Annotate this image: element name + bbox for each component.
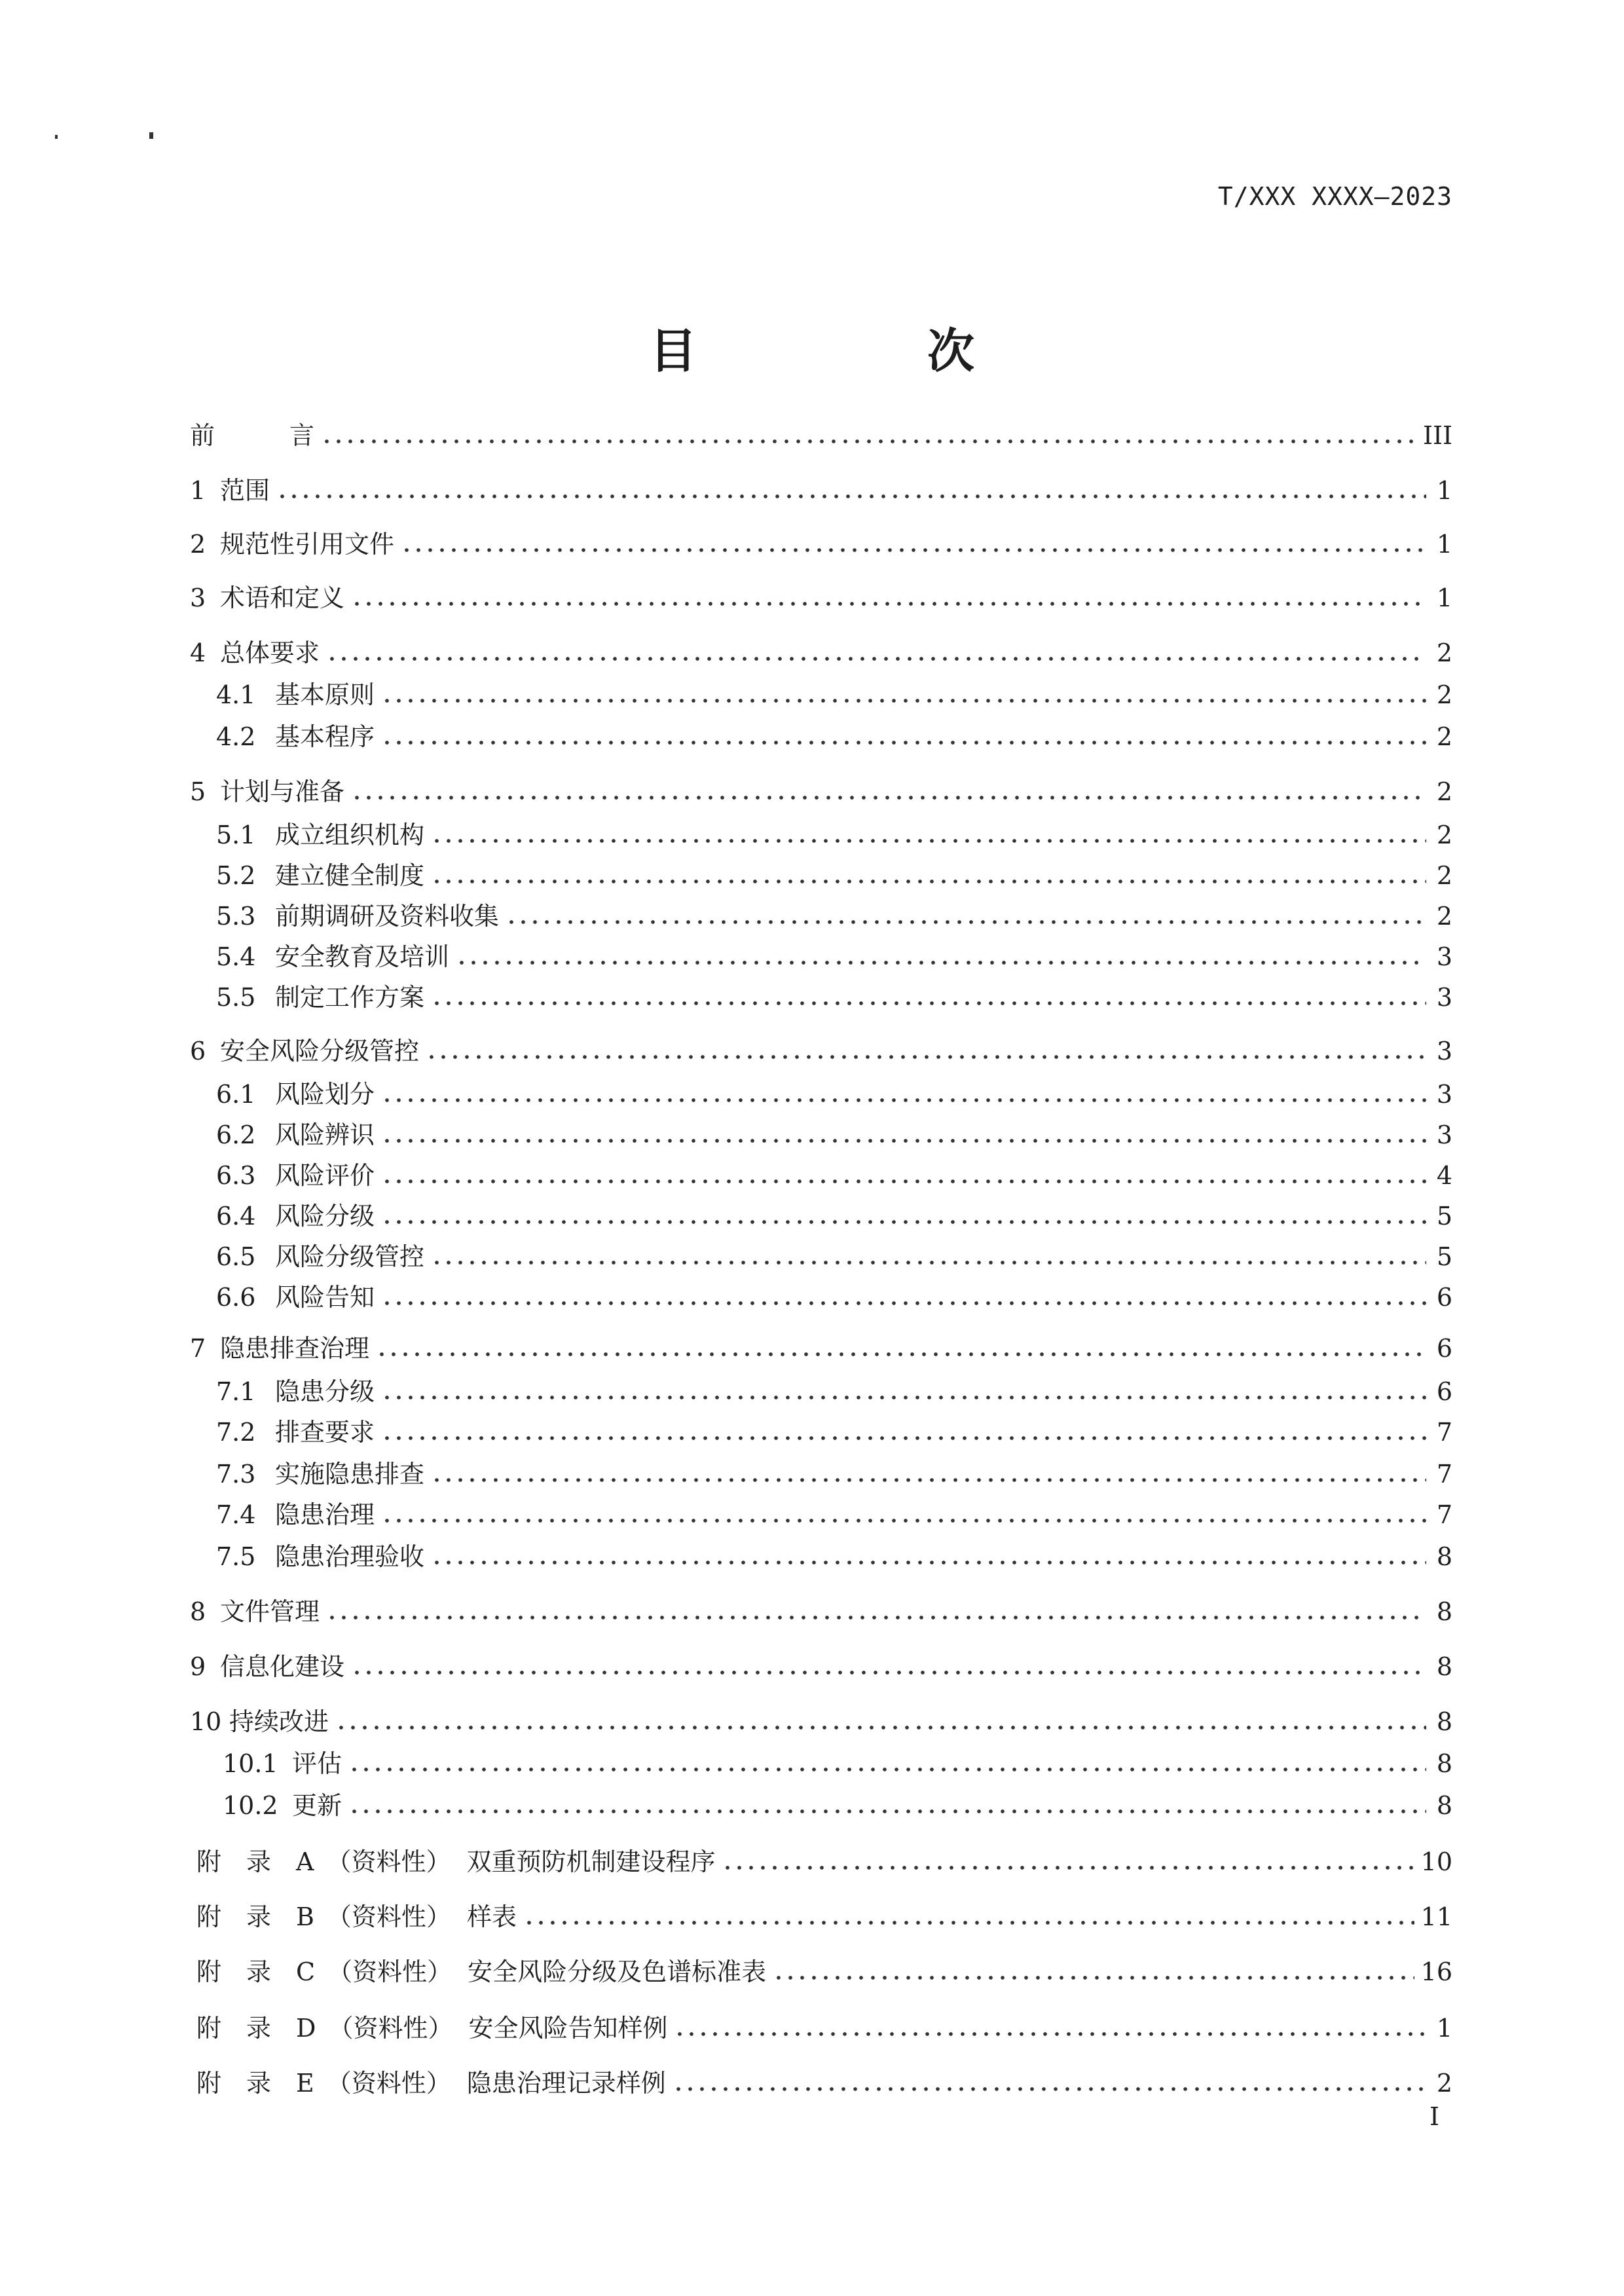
toc-page: 10 bbox=[1420, 1847, 1452, 1876]
dot-leader bbox=[722, 1864, 1414, 1872]
toc-page: 11 bbox=[1420, 1902, 1452, 1931]
dot-leader bbox=[321, 437, 1416, 445]
toc-page: 16 bbox=[1420, 1957, 1452, 1986]
dot-leader bbox=[431, 1476, 1426, 1484]
toc-label: 安全风险告知样例 bbox=[468, 2014, 668, 2043]
toc-entry-5-2[interactable] bbox=[216, 859, 1452, 892]
toc-label: 隐患治理验收 bbox=[275, 1542, 425, 1571]
dot-leader bbox=[456, 959, 1426, 967]
dot-leader bbox=[431, 1559, 1426, 1566]
toc-label: 持续改进 bbox=[229, 1707, 329, 1736]
dot-leader bbox=[506, 918, 1426, 926]
toc-entry-6-2[interactable] bbox=[216, 1119, 1452, 1151]
toc-entry-6-3[interactable] bbox=[216, 1159, 1452, 1192]
dot-leader bbox=[381, 1394, 1426, 1401]
toc-label: 风险划分 bbox=[275, 1080, 375, 1109]
toc-label: 文件管理 bbox=[220, 1597, 320, 1626]
toc-entry-7-4[interactable] bbox=[216, 1498, 1452, 1531]
toc-number: 7 bbox=[190, 1334, 206, 1363]
toc-entry-10[interactable] bbox=[190, 1705, 1452, 1738]
toc-page: 8 bbox=[1436, 1597, 1452, 1626]
toc-label: 总体要求 bbox=[220, 639, 320, 667]
toc-number: 7.1 bbox=[216, 1377, 256, 1406]
toc-page: 1 bbox=[1436, 583, 1452, 612]
appendix-label: 附 录 E （资料性） bbox=[196, 2069, 451, 2098]
dot-leader bbox=[348, 1807, 1426, 1815]
toc-page: 3 bbox=[1436, 942, 1452, 971]
toc-label: 风险分级 bbox=[275, 1202, 375, 1231]
toc-entry-9[interactable] bbox=[190, 1650, 1452, 1683]
toc-page: 8 bbox=[1436, 1542, 1452, 1571]
toc-page: 5 bbox=[1436, 1202, 1452, 1231]
dot-leader bbox=[351, 1669, 1426, 1676]
dot-leader bbox=[381, 1218, 1426, 1226]
toc-entry-7-2[interactable] bbox=[216, 1416, 1452, 1449]
toc-number: 6 bbox=[190, 1037, 206, 1065]
dot-leader bbox=[381, 1096, 1426, 1104]
page-number: I bbox=[1429, 2102, 1439, 2131]
toc-number: 9 bbox=[190, 1652, 206, 1681]
appendix-label: 附 录 C （资料性） bbox=[196, 1957, 452, 1986]
toc-entry-7-1[interactable] bbox=[216, 1375, 1452, 1408]
toc-label: 规范性引用文件 bbox=[220, 530, 395, 559]
toc-label: 安全风险分级及色谱标准表 bbox=[468, 1957, 767, 1986]
toc-page: 2 bbox=[1436, 777, 1452, 806]
toc-page: 8 bbox=[1436, 1652, 1452, 1681]
toc-label: 建立健全制度 bbox=[275, 861, 425, 890]
dot-leader bbox=[351, 794, 1426, 802]
toc-page: 4 bbox=[1436, 1161, 1452, 1190]
toc-label: 成立组织机构 bbox=[275, 821, 425, 849]
toc-entry-2[interactable] bbox=[190, 528, 1452, 561]
toc-label: 计划与准备 bbox=[220, 777, 345, 806]
toc-number: 7.4 bbox=[216, 1500, 256, 1529]
toc-entry-5-3[interactable] bbox=[216, 900, 1452, 933]
toc-label: 风险分级管控 bbox=[275, 1242, 425, 1271]
toc-label: 信息化建设 bbox=[220, 1652, 345, 1681]
dot-leader bbox=[376, 1350, 1426, 1358]
toc-number: 5.4 bbox=[216, 942, 256, 971]
dot-leader bbox=[335, 1724, 1426, 1731]
toc-label: 风险告知 bbox=[275, 1283, 375, 1312]
toc-page: 2 bbox=[1436, 902, 1452, 931]
dot-leader bbox=[326, 655, 1426, 663]
toc-page: 2 bbox=[1436, 861, 1452, 890]
dot-leader bbox=[674, 2030, 1426, 2038]
toc-page: 8 bbox=[1436, 1749, 1452, 1778]
toc-page: 2 bbox=[1436, 639, 1452, 667]
toc-page: 1 bbox=[1436, 476, 1452, 505]
toc-number: 8 bbox=[190, 1597, 206, 1626]
toc-number: 10.1 bbox=[223, 1749, 278, 1778]
toc-entry-foreword[interactable] bbox=[190, 419, 1452, 452]
toc-number: 6.5 bbox=[216, 1242, 256, 1271]
toc-number: 10.2 bbox=[223, 1791, 278, 1820]
toc-entry-appendix-c[interactable] bbox=[196, 1955, 1452, 1988]
toc-label: 基本原则 bbox=[275, 680, 375, 709]
appendix-label: 附 录 A （资料性） bbox=[196, 1847, 451, 1876]
toc-entry-1[interactable] bbox=[190, 474, 1452, 507]
toc-page: 7 bbox=[1436, 1500, 1452, 1529]
dot-leader bbox=[381, 1177, 1426, 1185]
toc-label: 双重预防机制建设程序 bbox=[466, 1847, 716, 1876]
toc-label: 制定工作方案 bbox=[275, 983, 425, 1012]
toc-entry-appendix-e[interactable] bbox=[196, 2067, 1452, 2100]
dot-leader bbox=[426, 1053, 1426, 1061]
dot-leader bbox=[773, 1974, 1414, 1982]
toc-number: 5 bbox=[190, 777, 206, 806]
toc-label: 实施隐患排查 bbox=[275, 1460, 425, 1489]
page-title: 目 次 bbox=[649, 324, 1066, 379]
dot-leader bbox=[673, 2085, 1426, 2093]
toc-label: 前期调研及资料收集 bbox=[275, 902, 500, 931]
dot-leader bbox=[351, 600, 1426, 608]
toc-entry-5-1[interactable] bbox=[216, 819, 1452, 851]
toc-number: 2 bbox=[190, 530, 206, 559]
toc-number: 4 bbox=[190, 639, 206, 667]
toc-page: 7 bbox=[1436, 1418, 1452, 1447]
toc-number: 6.1 bbox=[216, 1080, 256, 1109]
toc-number: 4.1 bbox=[216, 680, 256, 709]
toc-entry-7[interactable] bbox=[190, 1332, 1452, 1365]
toc-page: 1 bbox=[1436, 530, 1452, 559]
dot-leader bbox=[381, 1517, 1426, 1525]
appendix-label: 附 录 B （资料性） bbox=[196, 1902, 451, 1931]
toc-label: 术语和定义 bbox=[220, 583, 345, 612]
toc-number: 6.2 bbox=[216, 1120, 256, 1149]
toc-number: 5.2 bbox=[216, 861, 256, 890]
toc-page: 2 bbox=[1436, 722, 1452, 751]
toc-entry-8[interactable] bbox=[190, 1595, 1452, 1628]
toc-page: 2 bbox=[1436, 2069, 1452, 2098]
toc-entry-6-4[interactable] bbox=[216, 1200, 1452, 1232]
toc-entry-6[interactable] bbox=[190, 1035, 1452, 1067]
dot-leader bbox=[431, 878, 1426, 885]
toc-page: 3 bbox=[1436, 1037, 1452, 1065]
dot-leader bbox=[326, 1614, 1426, 1621]
toc-entry-10-2[interactable] bbox=[223, 1789, 1452, 1822]
toc-page: 1 bbox=[1436, 2014, 1452, 2043]
toc-label: 基本程序 bbox=[275, 722, 375, 751]
dot-leader bbox=[431, 1259, 1426, 1267]
toc-label: 安全风险分级管控 bbox=[220, 1037, 420, 1065]
toc-page: 3 bbox=[1436, 983, 1452, 1012]
toc-page: 6 bbox=[1436, 1283, 1452, 1312]
appendix-label: 附 录 D （资料性） bbox=[196, 2014, 453, 2043]
toc-label: 范围 bbox=[220, 476, 270, 505]
toc-label: 评估 bbox=[292, 1749, 342, 1778]
toc-number: 10 bbox=[190, 1707, 222, 1736]
toc-label: 隐患排查治理 bbox=[220, 1334, 370, 1363]
toc-entry-appendix-a[interactable] bbox=[196, 1845, 1452, 1878]
toc-number: 6.6 bbox=[216, 1283, 256, 1312]
toc-entry-6-5[interactable] bbox=[216, 1240, 1452, 1273]
toc-label: 更新 bbox=[292, 1791, 342, 1820]
toc-entry-6-1[interactable] bbox=[216, 1078, 1452, 1111]
toc-entry-3[interactable] bbox=[190, 582, 1452, 614]
toc-page: 6 bbox=[1436, 1334, 1452, 1363]
toc-number: 1 bbox=[190, 476, 206, 505]
toc-page: 2 bbox=[1436, 680, 1452, 709]
toc-entry-4-2[interactable] bbox=[216, 720, 1452, 753]
toc-page: III bbox=[1422, 421, 1452, 450]
toc-entry-5-5[interactable] bbox=[216, 981, 1452, 1014]
toc-entry-7-3[interactable] bbox=[216, 1458, 1452, 1491]
toc-number: 6.4 bbox=[216, 1202, 256, 1231]
toc-entry-5[interactable] bbox=[190, 775, 1452, 808]
toc-label: 安全教育及培训 bbox=[275, 942, 450, 971]
dot-leader bbox=[348, 1766, 1426, 1773]
dot-leader bbox=[381, 739, 1426, 747]
toc-number: 7.3 bbox=[216, 1460, 256, 1489]
toc-page: 2 bbox=[1436, 821, 1452, 849]
toc-entry-5-4[interactable] bbox=[216, 940, 1452, 973]
toc-entry-appendix-d[interactable] bbox=[196, 2012, 1452, 2045]
toc-number: 7.5 bbox=[216, 1542, 256, 1571]
standard-code: T/XXX XXXX—2023 bbox=[1217, 182, 1452, 211]
toc-number: 5.1 bbox=[216, 821, 256, 849]
dot-leader bbox=[276, 492, 1426, 500]
toc-entry-4[interactable] bbox=[190, 637, 1452, 669]
dot-leader bbox=[381, 697, 1426, 705]
toc-number: 6.3 bbox=[216, 1161, 256, 1190]
dot-leader bbox=[431, 837, 1426, 845]
toc-number: 5.5 bbox=[216, 983, 256, 1012]
toc-number: 5.3 bbox=[216, 902, 256, 931]
dot-leader bbox=[523, 1919, 1414, 1927]
toc-page: 8 bbox=[1436, 1791, 1452, 1820]
dot-leader bbox=[381, 1299, 1426, 1307]
toc-page: 6 bbox=[1436, 1377, 1452, 1406]
dot-leader bbox=[381, 1434, 1426, 1442]
toc-number: 4.2 bbox=[216, 722, 256, 751]
dot-leader bbox=[381, 1137, 1426, 1145]
toc-label: 隐患分级 bbox=[275, 1377, 375, 1406]
toc-entry-4-1[interactable] bbox=[216, 678, 1452, 711]
toc-label: 隐患治理 bbox=[275, 1500, 375, 1529]
toc-entry-appendix-b[interactable] bbox=[196, 1900, 1452, 1933]
toc-label: 风险辨识 bbox=[275, 1120, 375, 1149]
toc-page: 7 bbox=[1436, 1460, 1452, 1489]
toc-label: 排查要求 bbox=[275, 1418, 375, 1447]
toc-page: 5 bbox=[1436, 1242, 1452, 1271]
toc-label: 风险评价 bbox=[275, 1161, 375, 1190]
toc-label: 样表 bbox=[466, 1902, 517, 1931]
toc-page: 3 bbox=[1436, 1120, 1452, 1149]
toc-entry-6-6[interactable] bbox=[216, 1281, 1452, 1314]
toc-page: 3 bbox=[1436, 1080, 1452, 1109]
toc-page: 8 bbox=[1436, 1707, 1452, 1736]
toc-entry-7-5[interactable] bbox=[216, 1540, 1452, 1573]
toc-label: 隐患治理记录样例 bbox=[466, 2069, 666, 2098]
toc-entry-10-1[interactable] bbox=[223, 1747, 1452, 1780]
dot-leader bbox=[431, 999, 1426, 1007]
dot-leader bbox=[401, 546, 1426, 554]
toc-number: 7.2 bbox=[216, 1418, 256, 1447]
toc-label: 前 言 bbox=[190, 421, 315, 450]
toc-number: 3 bbox=[190, 583, 206, 612]
